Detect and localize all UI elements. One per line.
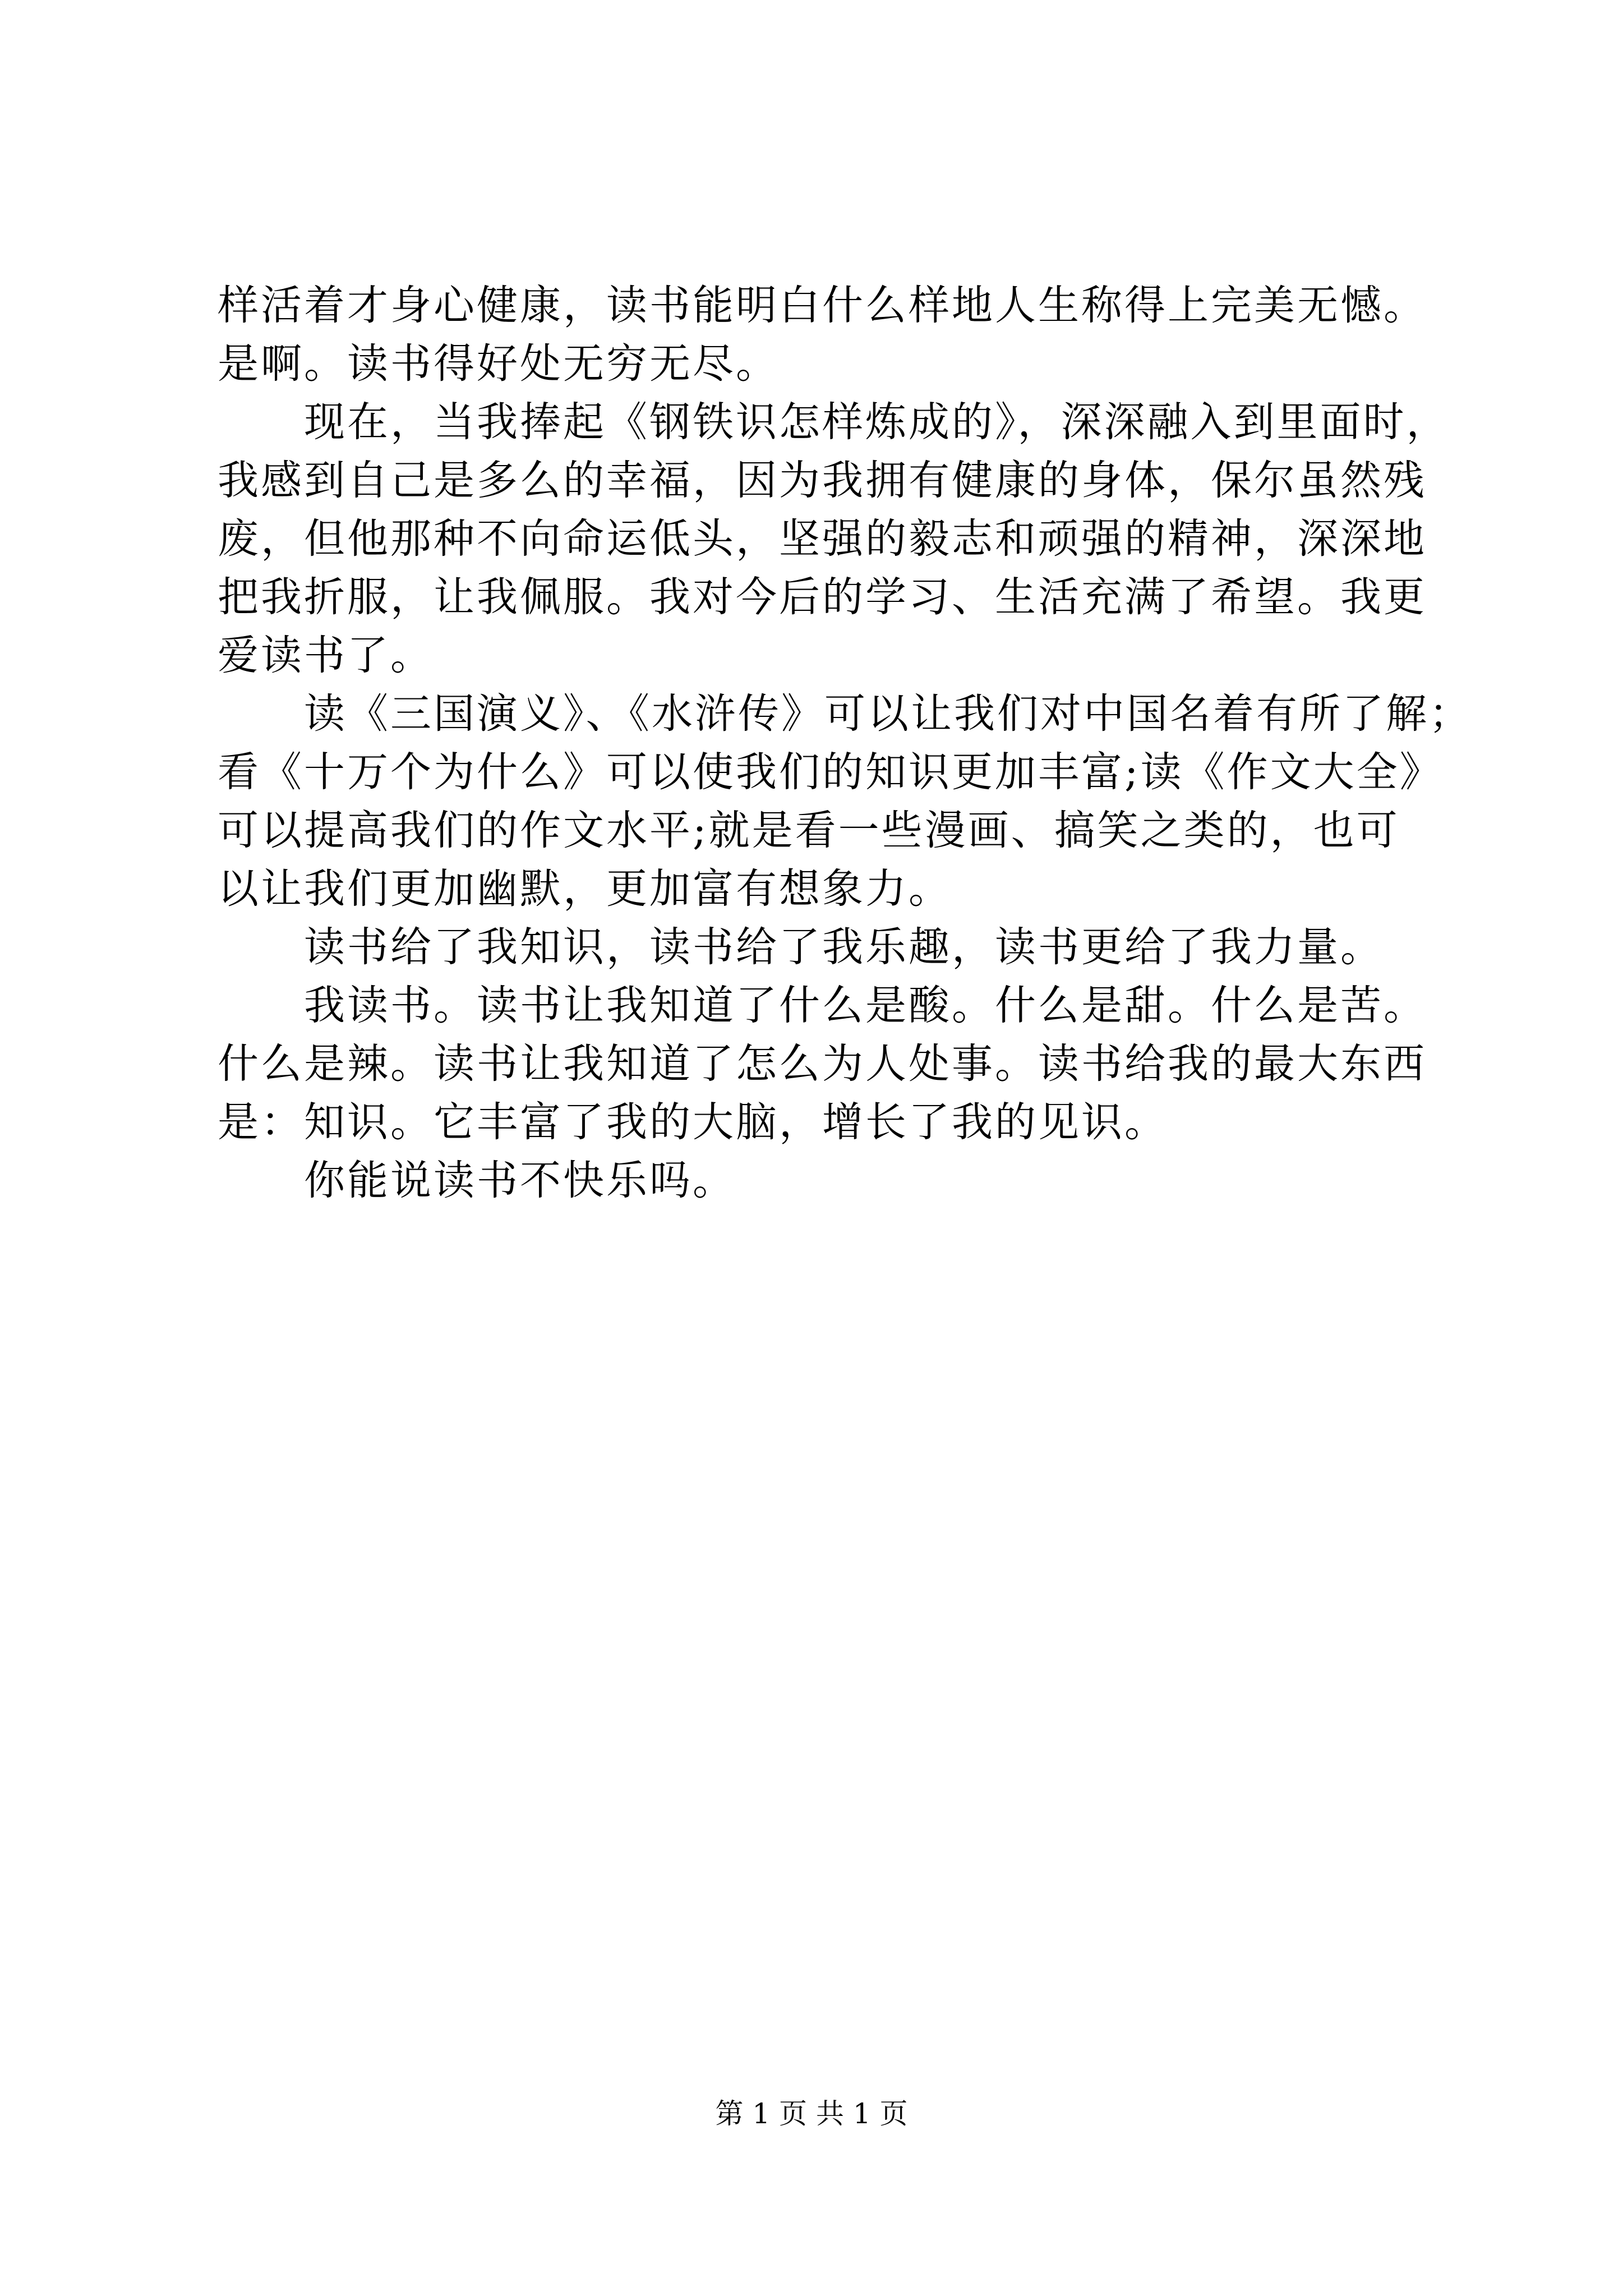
text-line: 看《十万个为什么》可以使我们的知识更加丰富;读《作文大全》 <box>218 748 1443 796</box>
page-number: 第 1 页 共 1 页 <box>715 2097 908 2130</box>
text-line: 是：知识。它丰富了我的大脑，增长了我的见识。 <box>218 1098 1168 1146</box>
page-footer <box>0 2097 1623 2131</box>
text-line: 读书给了我知识，读书给了我乐趣，读书更给了我力量。 <box>218 923 1384 971</box>
text-line: 读《三国演义》、《水浒传》可以让我们对中国名着有所了解； <box>218 690 1472 738</box>
text-line: 我感到自己是多么的幸福，因为我拥有健康的身体，保尔虽然残 <box>218 457 1427 504</box>
text-line: 把我折服，让我佩服。我对今后的学习、生活充满了希望。我更 <box>218 573 1427 621</box>
text-line: 样活着才身心健康，读书能明白什么样地人生称得上完美无憾。 <box>218 282 1427 329</box>
text-line: 爱读书了。 <box>218 632 434 679</box>
text-line: 现在，当我捧起《钢铁识怎样炼成的》，深深融入到里面时， <box>218 398 1450 446</box>
text-line: 你能说读书不快乐吗。 <box>218 1157 736 1204</box>
text-line: 可以提高我们的作文水平;就是看一些漫画、搞笑之类的，也可 <box>218 807 1400 854</box>
text-line: 废，但他那种不向命运低头，坚强的毅志和顽强的精神，深深地 <box>218 515 1427 563</box>
text-line: 我读书。读书让我知道了什么是酸。什么是甜。什么是苦。 <box>218 982 1427 1029</box>
text-line: 什么是辣。读书让我知道了怎么为人处事。读书给我的最大东西 <box>218 1040 1427 1088</box>
body-text <box>218 277 1472 1210</box>
text-line: 是啊。读书得好处无穷无尽。 <box>218 340 779 388</box>
text-line: 以让我们更加幽默，更加富有想象力。 <box>218 865 952 913</box>
